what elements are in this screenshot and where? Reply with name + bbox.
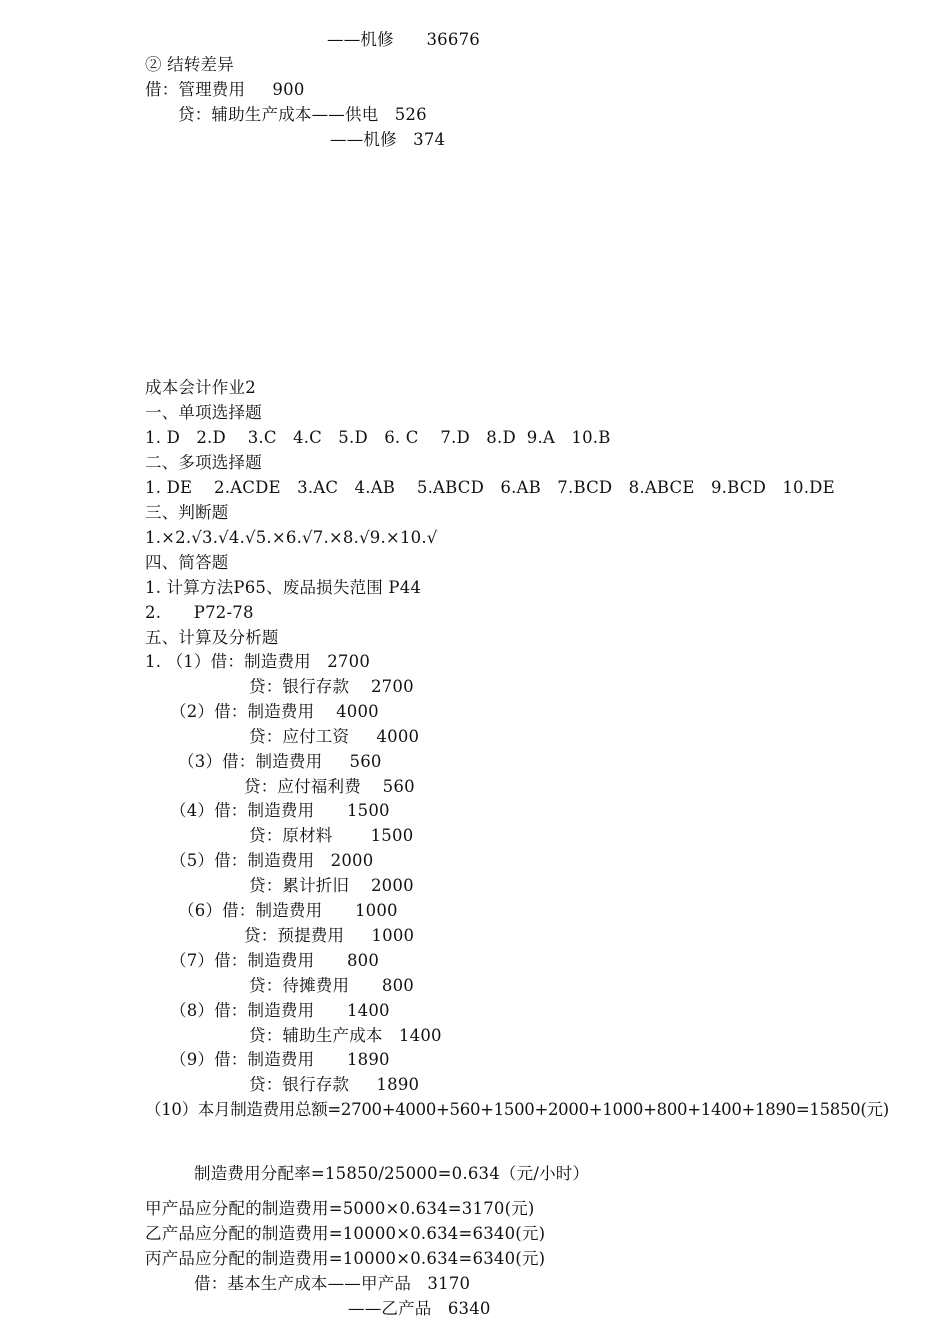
- text-line: 贷：预提费用 1000: [244, 926, 415, 945]
- text-line: 1. 计算方法P65、废品损失范围 P44: [145, 578, 422, 597]
- section-title: 成本会计作业2: [145, 378, 256, 397]
- text-line: （10）本月制造费用总额=2700+4000+560+1500+2000+1000+800+1400+1890=15850(元): [145, 1100, 889, 1119]
- text-line: 制造费用分配率=15850/25000=0.634（元/小时）: [194, 1164, 590, 1183]
- text-line: 贷：辅助生产成本——供电 526: [178, 105, 427, 124]
- text-line: 乙产品应分配的制造费用=10000×0.634=6340(元): [145, 1224, 546, 1243]
- text-line: 1. （1）借：制造费用 2700: [145, 652, 371, 671]
- text-line: （8）借：制造费用 1400: [170, 1001, 390, 1020]
- text-line: ——机修 374: [330, 130, 446, 149]
- section-heading: 一、单项选择题: [145, 403, 262, 422]
- text-line: （3）借：制造费用 560: [178, 752, 382, 771]
- text-line: 借：基本生产成本——甲产品 3170: [194, 1274, 471, 1293]
- text-line: 贷：应付福利费 560: [244, 777, 415, 796]
- text-line: 2. P72-78: [145, 603, 254, 622]
- text-line: （6）借：制造费用 1000: [178, 901, 398, 920]
- text-line: 贷：银行存款 1890: [249, 1075, 420, 1094]
- text-line: ——乙产品 6340: [348, 1299, 491, 1318]
- text-line: 1. D 2.D 3.C 4.C 5.D 6. C 7.D 8.D 9.A 10.B: [145, 428, 611, 447]
- text-line: 借：管理费用 900: [145, 80, 305, 99]
- section-heading: 二、多项选择题: [145, 453, 262, 472]
- text-line: （7）借：制造费用 800: [170, 951, 380, 970]
- text-line: （9）借：制造费用 1890: [170, 1050, 390, 1069]
- text-line: （2）借：制造费用 4000: [170, 702, 379, 721]
- text-line: 丙产品应分配的制造费用=10000×0.634=6340(元): [145, 1249, 546, 1268]
- text-line: ② 结转差异: [145, 55, 234, 74]
- text-line: 1.×2.√3.√4.√5.×6.√7.×8.√9.×10.√: [145, 528, 438, 547]
- text-line: 1. DE 2.ACDE 3.AC 4.AB 5.ABCD 6.AB 7.BCD 8.ABCE 9.BCD 10.DE: [145, 478, 835, 497]
- section-heading: 三、判断题: [145, 503, 229, 522]
- text-line: 甲产品应分配的制造费用=5000×0.634=3170(元): [145, 1199, 535, 1218]
- text-line: 贷：原材料 1500: [249, 826, 414, 845]
- text-line: （5）借：制造费用 2000: [170, 851, 374, 870]
- text-line: 贷：累计折旧 2000: [249, 876, 414, 895]
- text-line: ——机修 36676: [327, 30, 480, 49]
- text-line: 贷：银行存款 2700: [249, 677, 414, 696]
- section-heading: 四、简答题: [145, 553, 229, 572]
- text-line: 贷：辅助生产成本 1400: [249, 1026, 442, 1045]
- text-line: （4）借：制造费用 1500: [170, 801, 390, 820]
- text-line: 贷：应付工资 4000: [249, 727, 420, 746]
- text-line: 贷：待摊费用 800: [249, 976, 414, 995]
- section-heading: 五、计算及分析题: [145, 628, 279, 647]
